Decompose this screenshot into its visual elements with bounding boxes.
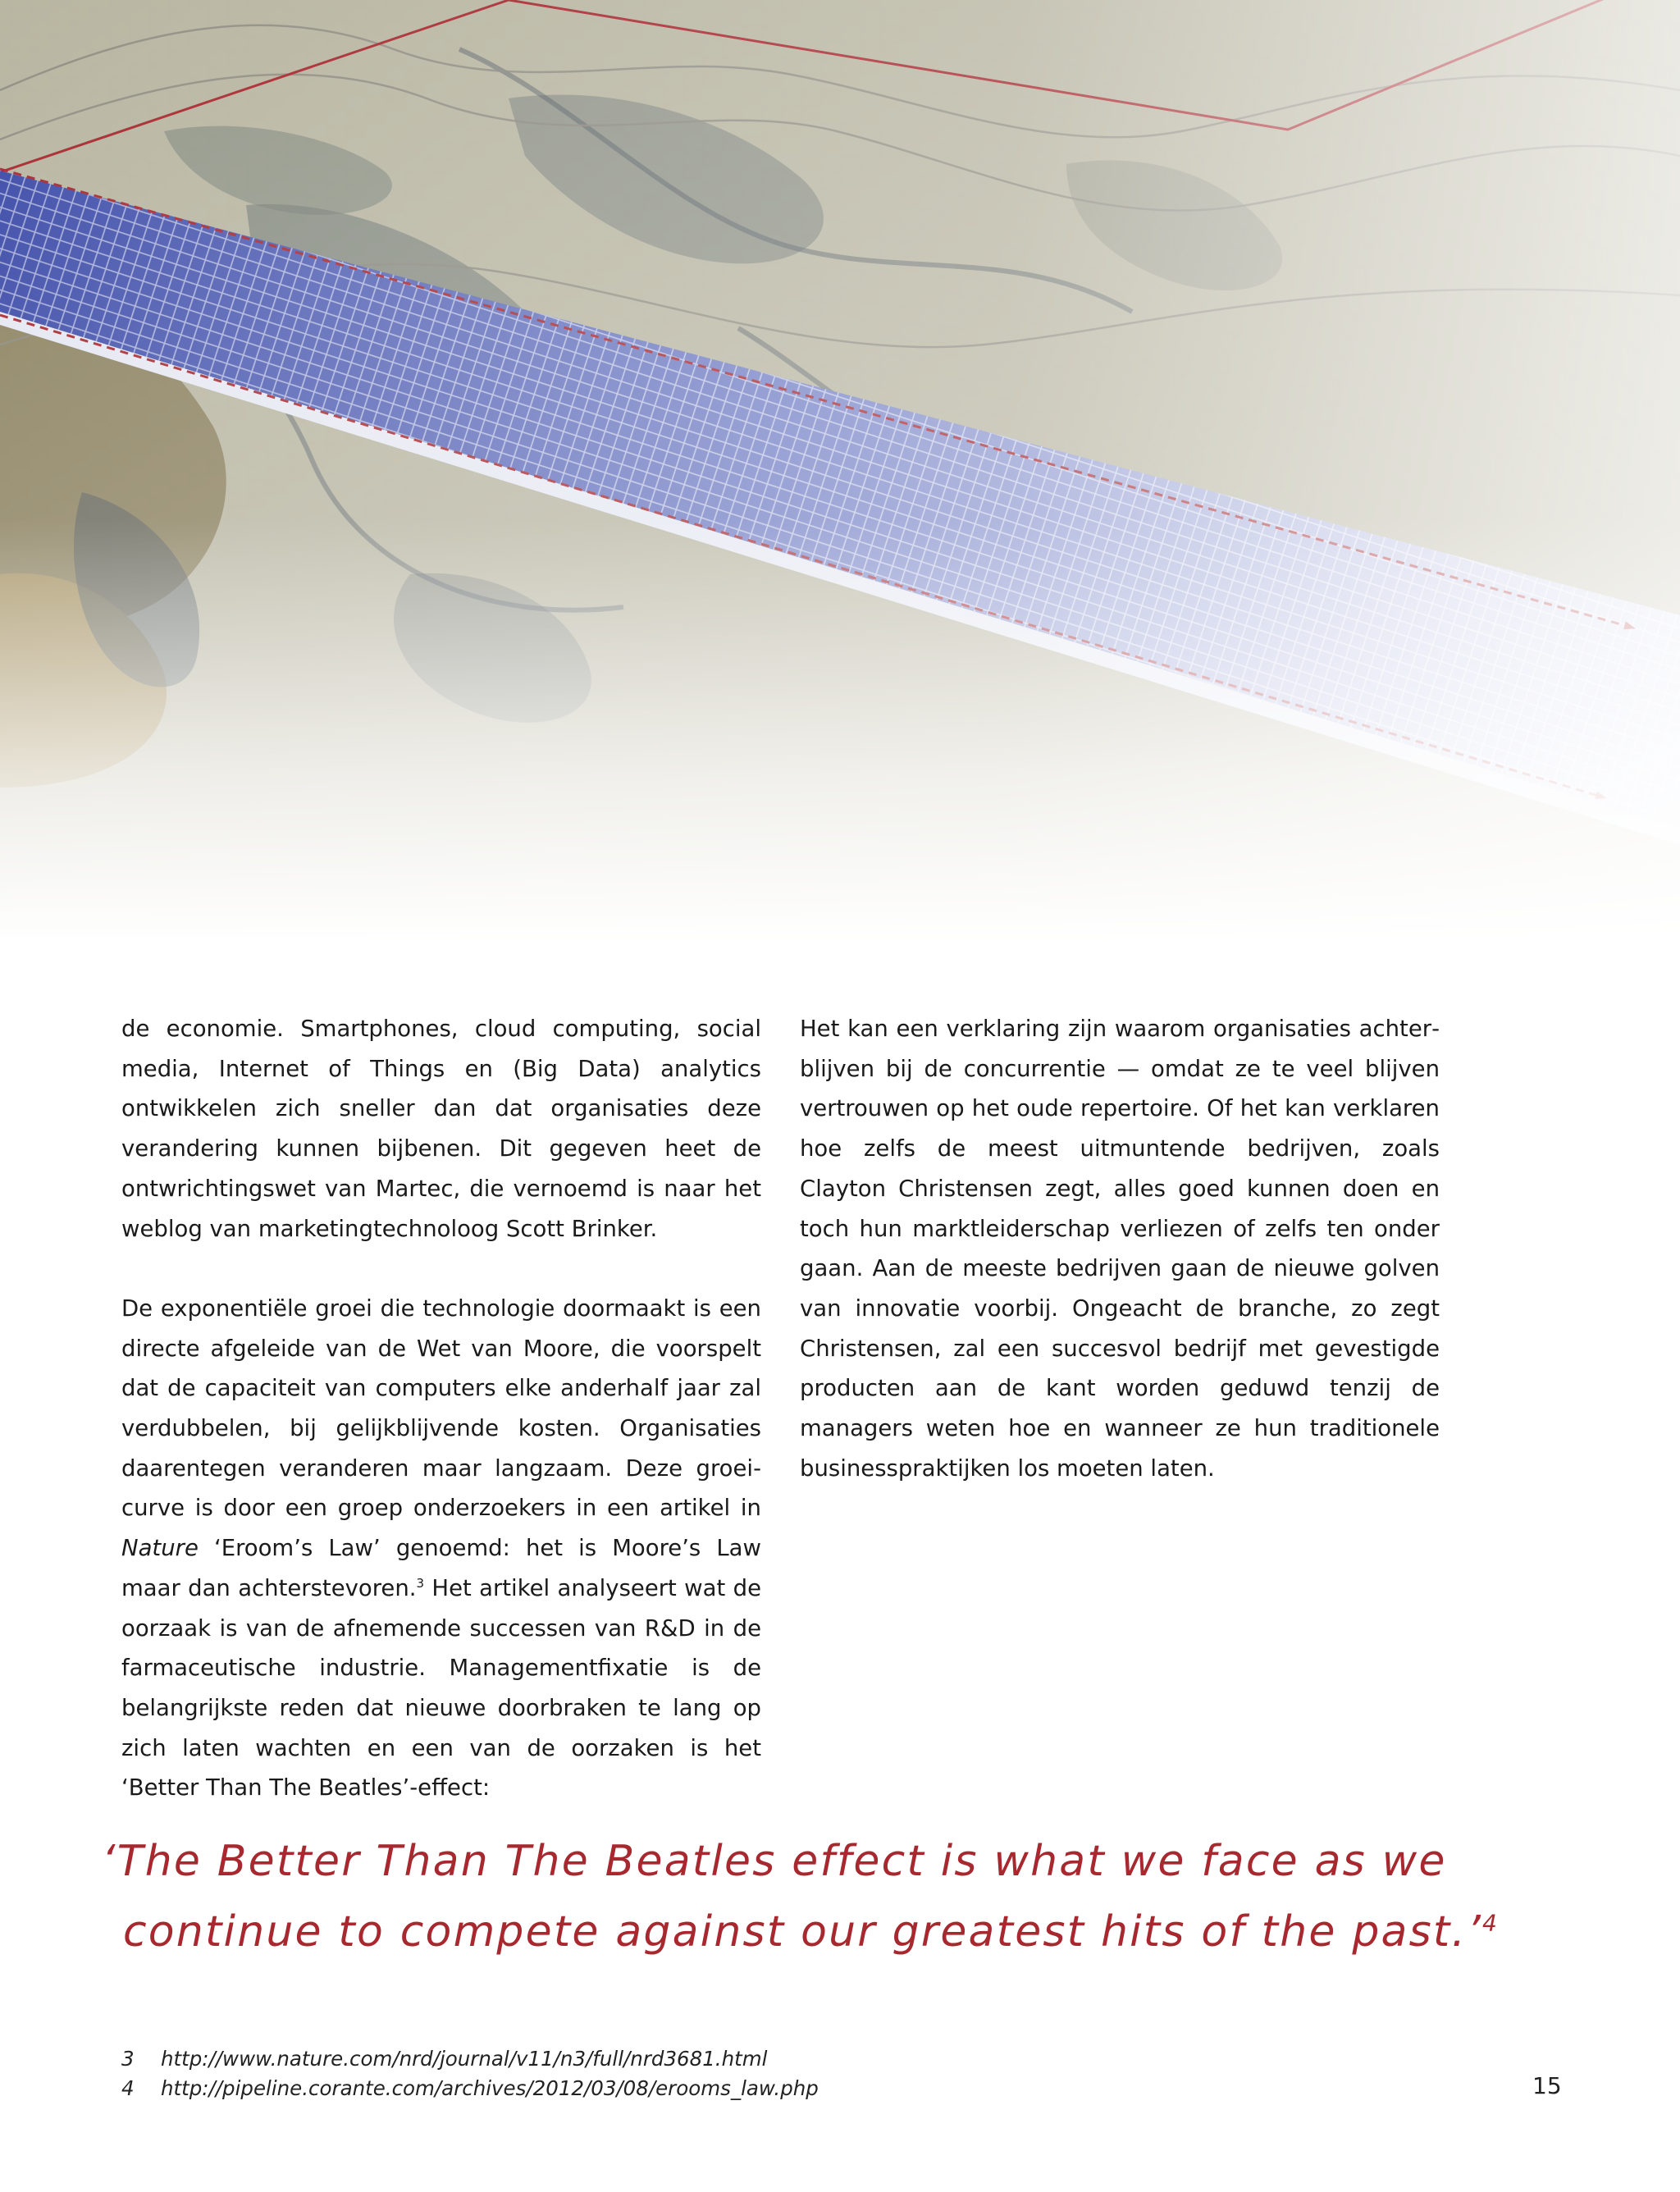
footnote-ref-3[interactable]: 3 xyxy=(416,1575,425,1591)
footnote-3 xyxy=(121,2044,1270,2074)
right-paragraph-1: Het kan een verklaring zijn waarom organisaties achterblijven bij de concurrentie — omdat ze te veel blijven vertrouwen op het oude repertoire. Of het kan verklaren hoe zelfs de meest uitmuntende bedrijven, zoals Clayton Christensen zegt, alles goed kunnen doen en toch hun marktleiderschap verliezen of zelfs ten onder gaan. Aan de meeste bedrijven gaan de nieuwe golven van innovatie voorbij. Ongeacht de branche, zo zegt Christensen, zal een succesvol bedrijf met gevestigde producten aan de kant worden geduwd tenzij de managers weten hoe en wanneer ze hun traditionele businesspraktijken los moeten laten. xyxy=(800,1016,1440,1482)
footnote-number: 4 xyxy=(121,2076,135,2100)
right-column xyxy=(800,1009,1440,1488)
left-column xyxy=(121,1009,761,1808)
journal-name: Nature xyxy=(121,1535,199,1562)
left-paragraph-2-part-a: De exponentiële groei die technologie doormaakt is een directe afgeleide van de Wet van Moore, die voorspelt dat de capaciteit van computers elke anderhalf jaar zal verdubbelen, bij gelijkblijvende kosten. Organisaties daarentegen veranderen maar langzaam. Deze groeicurve is door een groep onderzoekers in een artikel in xyxy=(121,1295,761,1522)
footnote-number: 3 xyxy=(121,2047,135,2071)
left-paragraph-2-part-b: ‘Eroom’s Law’ genoemd: het is Moore’s Law maar dan achterstevoren. xyxy=(121,1535,761,1601)
page-number: 15 xyxy=(1532,2072,1562,2099)
left-paragraph-2-part-c: Het artikel analyseert wat de oorzaak is van de afnemende successen van R&D in de farmaceutische industrie. Managementfixatie is de belangrijkste reden dat nieuwe doorbraken te lang op zich laten wachten en een van de oorzaken is het ‘Better Than The Beatles’-effect: xyxy=(121,1574,761,1802)
pull-quote-line-1: ‘The Better Than The Beatles effect is what we face as we xyxy=(102,1837,1447,1886)
pull-quote-line-2-text: continue to compete against our greatest hits of the past.’ xyxy=(123,1907,1482,1957)
left-paragraph-1: de economie. Smartphones, cloud computing, social media, Internet of Things en (Big Data) analytics ontwikkelen zich sneller dan dat organisaties deze verandering kunnen bijbenen. Dit gegeven heet de ontwrichtingswet van Martec, die vernoemd is naar het weblog van marketingtechnoloog Scott Brinker. xyxy=(121,1016,761,1242)
hero-illustration xyxy=(0,0,1680,943)
hero-fade-bottom xyxy=(0,0,1680,943)
footnote-link[interactable]: http://www.nature.com/nrd/journal/v11/n3/full/nrd3681.html xyxy=(161,2047,768,2071)
footnote-4 xyxy=(121,2074,1270,2103)
pull-quote-line-2 xyxy=(102,1897,1545,1967)
pull-quote xyxy=(102,1826,1545,1967)
footnote-ref-4[interactable]: 4 xyxy=(1481,1909,1499,1937)
left-paragraph-2 xyxy=(121,1289,761,1808)
footnotes xyxy=(121,2044,1270,2103)
hero-image xyxy=(0,0,1680,943)
footnote-link[interactable]: http://pipeline.corante.com/archives/2012/03/08/erooms_law.php xyxy=(161,2076,819,2100)
